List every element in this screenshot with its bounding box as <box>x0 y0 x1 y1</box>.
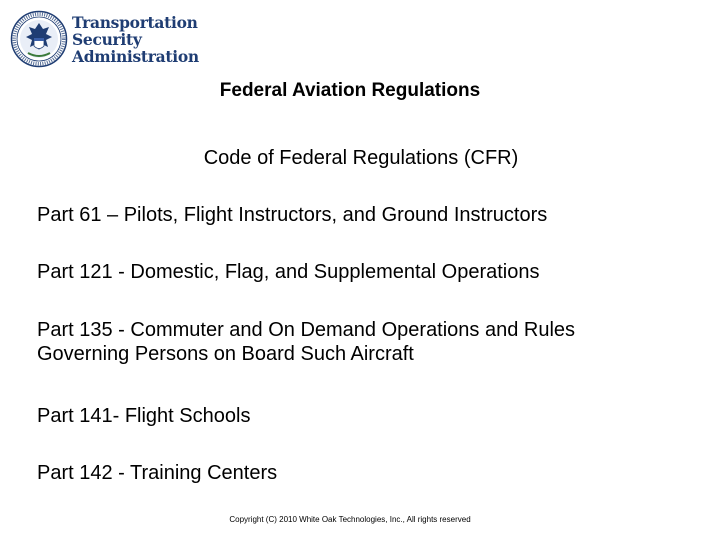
part-61-text: Part 61 – Pilots, Flight Instructors, and Ground Instructors <box>37 204 548 226</box>
copyright-notice: Copyright (C) 2010 White Oak Technologies, Inc., All rights reserved <box>229 515 471 524</box>
part-135-text-line-2: Governing Persons on Board Such Aircraft <box>37 343 414 365</box>
part-121-item <box>37 260 539 284</box>
part-61-item <box>37 203 547 227</box>
tsa-wordmark <box>72 14 199 65</box>
part-141-text: Part 141- Flight Schools <box>37 405 251 427</box>
tsa-logo <box>10 10 199 68</box>
part-135-text-line-1: Part 135 - Commuter and On Demand Operations and Rules <box>37 319 576 341</box>
part-121-text: Part 121 - Domestic, Flag, and Supplemental Operations <box>37 261 540 283</box>
page-title: Federal Aviation Regulations <box>219 80 481 101</box>
page-subtitle: Code of Federal Regulations (CFR) <box>203 147 519 169</box>
logo-line-transportation: Transportation <box>72 13 198 32</box>
logo-line-administration: Administration <box>72 47 199 66</box>
part-142-text: Part 142 - Training Centers <box>37 462 278 484</box>
logo-line-security: Security <box>72 30 142 49</box>
part-135-item <box>37 318 575 366</box>
dhs-seal-icon <box>10 10 68 68</box>
part-141-item <box>37 404 250 428</box>
part-142-item <box>37 461 277 485</box>
